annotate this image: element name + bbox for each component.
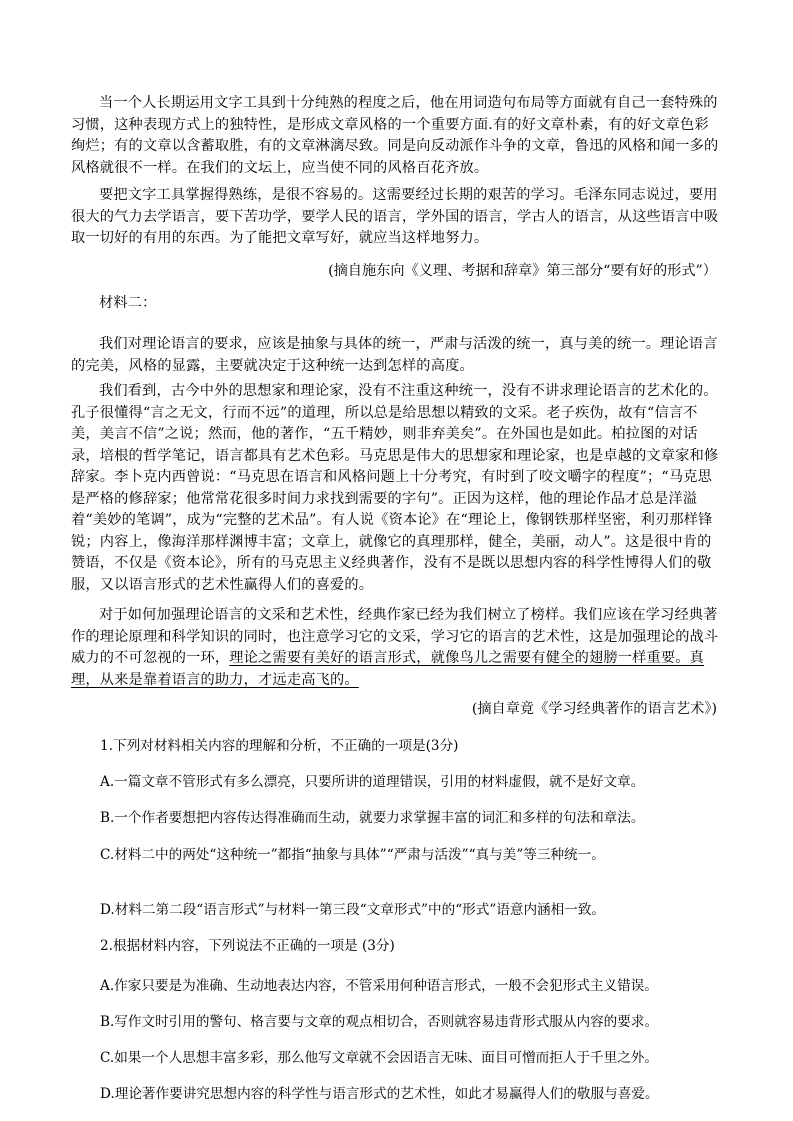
material2-source: (摘自章竟《学习经典著作的语言艺术》) [471, 701, 717, 717]
question-2-option-d: D.理论著作要讲究思想内容的科学性与语言形式的艺术性，如此才易赢得人们的敬服与喜爱。 [100, 1086, 659, 1102]
question-2-option-a: A.作家只要是为准确、生动地表达内容，不管采用何种语言形式，一般不会犯形式主义错误。 [100, 978, 658, 994]
material1-paragraph-2: 要把文字工具掌握得熟练，是很不容易的。这需要经过长期的艰苦的学习。毛泽东同志说过，要用很大的气力去学语言，要下苦功学，要学人民的语言，学外国的语言，学古人的语言，从这些语言中吸取一切好的有用的东西。为了能把文章写好，就应当这样地努力。 [71, 187, 719, 246]
material1-paragraph-1: 当一个人长期运用文字工具到十分纯熟的程度之后，他在用词造句布局等方面就有自己一套特殊的习惯，这种表现方式上的独特性，是形成文章风格的一个重要方面.有的好文章朴素，有的好文章色彩绚烂；有的文章以含蓄取胜，有的文章淋漓尽致。同是向反动派作斗争的文章，鲁迅的风格和闻一多的风格就很不一样。在我们的文坛上，应当使不同的风格百花齐放。 [71, 95, 719, 176]
question-2-option-c: C.如果一个人思想丰富多彩，那么他写文章就不会因语言无味、面目可憎而拒人于千里之外。 [100, 1050, 658, 1066]
material2-paragraph-2: 我们看到，古今中外的思想家和理论家，没有不注重这种统一，没有不讲求理论语言的艺术化的。孔子很懂得“言之无文，行而不远”的道理，所以总是给思想以精致的文采。老子疾伪，故有“信言不美，美言不信”之说；然而，他的著作，“五千精妙，则非弃美矣”。在外国也是如此。柏拉图的对话录，培根的哲学笔记，语言都具有艺术色彩。马克思是伟大的思想家和理论家，也是卓越的文章家和修辞家。李卜克内西曾说：“马克思在语言和风格问题上十分考究，有时到了咬文嚼字的程度”；“马克思是严格的修辞家；他常常花很多时间力求找到需要的字句”。正因为这样，他的理论作品才总是洋溢着“美妙的笔调”，成为“完整的艺术品”。有人说《资本论》在“理论上，像钢铁那样坚密，利刃那样锋锐；内容上，像海洋那样渊博丰富；文章上，就像它的真理那样，健全，美丽，动人”。这是很中肯的赞语，不仅是《资本论》，所有的马克思主义经典著作，没有不是既以思想内容的科学性博得人们的敬服，又以语言形式的艺术性赢得人们的喜爱的。 [71, 383, 719, 593]
question-1: 1.下列对材料相关内容的理解和分析，不正确的一项是(3分) [100, 738, 459, 754]
question-1-option-a: A.一篇文章不管形式有多么漂亮，只要所讲的道理错误，引用的材料虚假，就不是好文章。 [100, 774, 645, 790]
paragraph-plain-text: 对于如何加强理论语言的文采和艺术性，经典作家已经为我们树立了榜样。我们应该在学习经典著作的理论原理和科学知识的同时，也注意学习它的文采，学习它的语言的艺术性，这是加强理论的战斗威力的不可忽视的一环， [71, 607, 719, 666]
question-2: 2.根据材料内容，下列说法不正确的一项是 (3分) [100, 938, 395, 954]
question-1-option-b: B.一个作者要想把内容传达得准确而生动，就要力求掌握丰富的词汇和多样的句法和章法。 [100, 810, 645, 826]
material2-paragraph-3 [71, 605, 721, 691]
material1-source: (摘自施东向《义理、考据和辞章》第三部分“要有好的形式”） [328, 263, 717, 279]
material2-heading: 材料二： [99, 295, 157, 311]
question-1-option-d: D.材料二第二段“语言形式”与材料一第三段“文章形式”中的“形式”语意内涵相一致。 [100, 902, 606, 918]
material2-paragraph-1: 我们对理论语言的要求，应该是抽象与具体的统一，严肃与活泼的统一，真与美的统一。理论语言的完美，风格的显露，主要就决定于这种统一达到怎样的高度。 [71, 336, 718, 374]
question-2-option-b: B.写作文时引用的警句、格言要与文章的观点相切合，否则就容易违背形式服从内容的要求。 [100, 1014, 659, 1030]
question-1-option-c: C.材料二中的两处“这种统一”都指“抽象与具体”“严肃与活泼”“真与美”等三种统一。 [100, 847, 605, 863]
underlined-sentence: 理论之需要有美好的语言形式，就像鸟儿之需要有健全的翅膀一样重要。真理，从来是靠着语言的助力，才远走高飞的。 [71, 650, 705, 688]
